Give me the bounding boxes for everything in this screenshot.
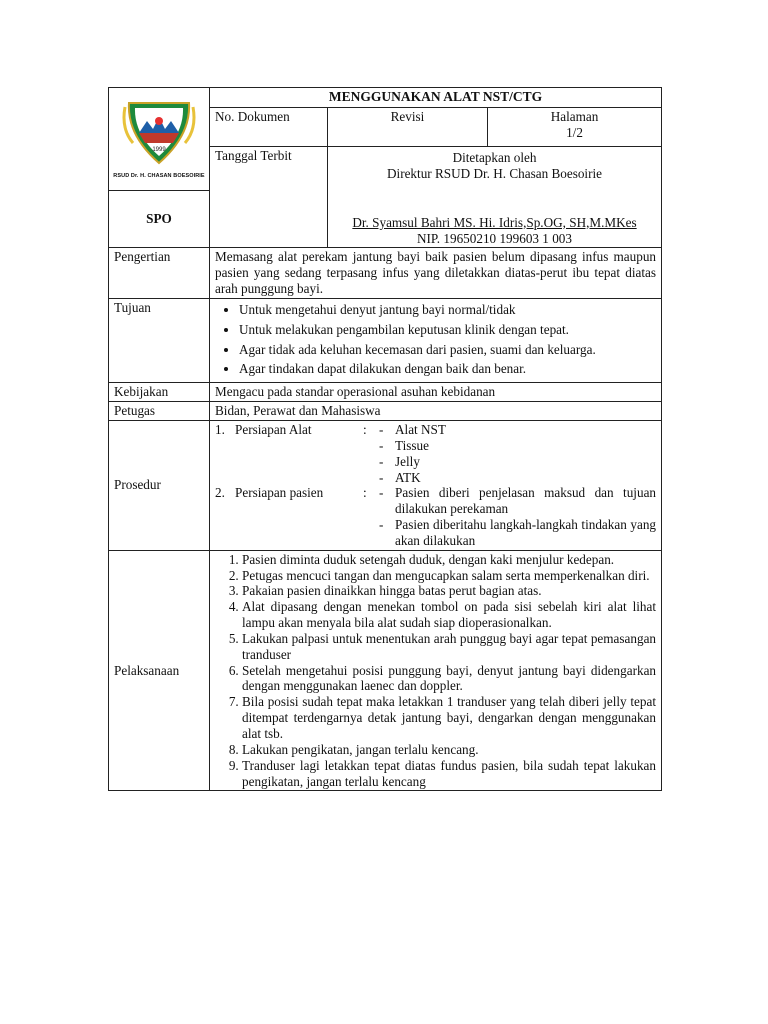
revisi-label: Revisi [390,109,425,124]
ditetapkan-line2: Direktur RSUD Dr. H. Chasan Boesoirie [387,165,603,181]
spo-document-table [108,87,662,791]
list-item: 7. Bila posisi sudah tepat maka letakkan 1 tranduser yang telah diberi jelly tepat ditempat terdengarnya detak jantung bayi, dengarkan dengan menggunakan alat tsb. [242,694,656,742]
list-item: - Pasien diberitahu langkah-langkah tindakan yang akan dilakukan [379,517,657,548]
list-item: • Agar tindakan dapat dilakukan dengan baik dan benar. [239,361,656,377]
list-item: - Jelly [379,454,656,470]
tujuan-content [210,298,662,382]
prosedur-group-number: 1. [215,421,225,437]
signatory-nip: NIP. 19650210 199603 1 003 [417,230,572,246]
prosedur-colon: : [363,485,367,501]
tanggal-terbit-cell [210,147,328,248]
no-dokumen-label-text: No. Dokumen [215,109,290,124]
prosedur-items [379,485,656,548]
list-item: 1. Pasien diminta duduk setengah duduk, dengan kaki menjulur kedepan. [242,552,656,568]
pelaksanaan-list [215,552,656,790]
halaman-value: 1/2 [566,124,583,140]
pengertian-label: Pengertian [109,248,210,299]
prosedur-label: Prosedur [109,420,210,550]
list-item-text: Alat NST [395,421,446,437]
signatory-name: Dr. Syamsul Bahri MS. Hi. Idris,Sp.OG, SH,M.MKes [352,214,637,230]
ditetapkan-cell [328,147,662,248]
list-item-text: Jelly [395,453,420,469]
list-item: 2. Petugas mencuci tangan dan mengucapkan salam serta memperkenalkan diri. [242,568,656,584]
prosedur-content [210,420,662,550]
logo-caption: RSUD Dr. H. CHASAN BOESOIRIE [113,172,205,179]
list-item: 3. Pakaian pasien dinaikkan hingga batas perut bagian atas. [242,583,656,599]
prosedur-group [215,485,656,548]
pengertian-text: Memasang alat perekam jantung bayi baik pasien belum dipasang infus maupun pasien yang sedang terpasang infus yang diletakkan diatas-perut ibu tepat diatas arah punggung bayi. [210,248,662,299]
no-dokumen-label [210,108,328,147]
tanggal-terbit-label: Tanggal Terbit [215,148,292,163]
list-item: 4. Alat dipasang dengan menekan tombol on pada sisi sebelah kiri alat lihat lampu akan menyala bila alat sudah siap dioperasionalkan. [242,599,656,631]
list-item-text: Pasien diberitahu langkah-langkah tindakan yang akan dilakukan [395,517,657,548]
prosedur-items [379,422,656,485]
list-item: 9. Tranduser lagi letakkan tepat diatas fundus pasien, bila sudah tepat lakukan pengikatan, jangan terlalu kencang [242,758,656,790]
list-item: • Untuk mengetahui denyut jantung bayi normal/tidak [239,302,656,318]
list-item: - ATK [379,470,656,486]
list-item-text: ATK [395,469,421,485]
prosedur-group-title: Persiapan Alat [235,421,312,437]
logo-year: 1999 [152,146,166,153]
halaman-cell [488,108,662,147]
halaman-label: Halaman [550,109,599,124]
prosedur-colon: : [363,421,367,437]
list-item: - Alat NST [379,422,656,438]
ditetapkan-line1: Ditetapkan oleh [452,150,537,165]
list-item: 6. Setelah mengetahui posisi punggung bayi, denyut jantung bayi didengarkan dengan menggunakan laenec dan doppler. [242,663,656,695]
pelaksanaan-content [210,550,662,791]
prosedur-group [215,422,656,485]
prosedur-group-title: Persiapan pasien [235,485,324,501]
list-item: • Untuk melakukan pengambilan keputusan klinik dengan tepat. [239,322,656,338]
list-item-text: Pasien diberi penjelasan maksud dan tujuan dilakukan perekaman [395,485,657,517]
kebijakan-label: Kebijakan [109,383,210,402]
tujuan-list [215,302,656,377]
list-item: • Agar tidak ada keluhan kecemasan dari pasien, suami dan keluarga. [239,342,656,358]
list-item-text: Tissue [395,437,429,453]
list-item: - Pasien diberi penjelasan maksud dan tujuan dilakukan perekaman [379,485,657,517]
prosedur-group-number: 2. [215,485,225,501]
list-item: 8. Lakukan pengikatan, jangan terlalu kencang. [242,742,656,758]
pelaksanaan-label: Pelaksanaan [109,550,210,791]
petugas-label: Petugas [109,402,210,421]
tujuan-label: Tujuan [109,298,210,382]
list-item: 5. Lakukan palpasi untuk menentukan arah punggug bayi agar tepat pemasangan tranduser [242,631,656,663]
hospital-logo-cell [109,88,210,191]
document-title: MENGGUNAKAN ALAT NST/CTG [210,88,662,108]
petugas-text: Bidan, Perawat dan Mahasiswa [210,402,662,421]
list-item: - Tissue [379,438,656,454]
revisi-cell [328,108,488,147]
kebijakan-text: Mengacu pada standar operasional asuhan kebidanan [210,383,662,402]
spo-label: SPO [109,191,210,248]
hospital-logo-icon [121,99,197,167]
